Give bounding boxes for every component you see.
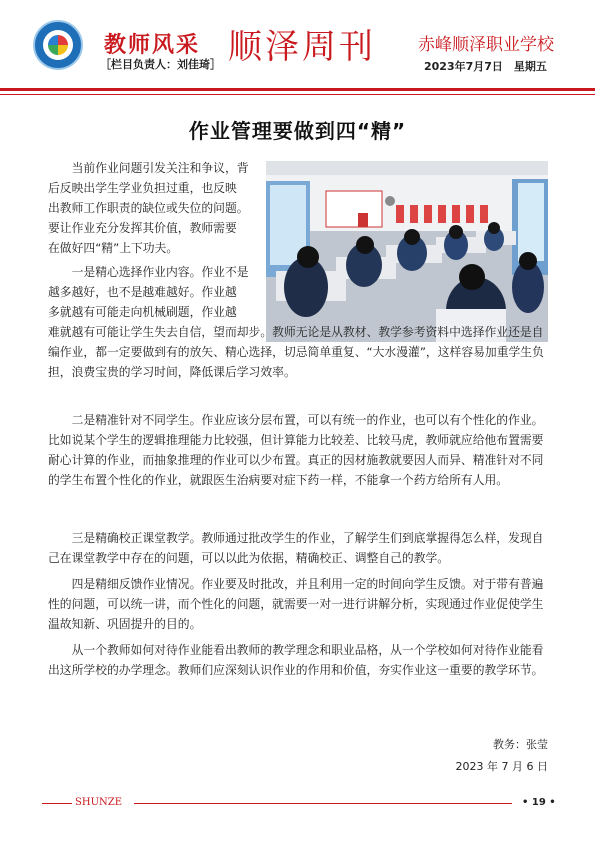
author-signature: 教务：张莹 — [493, 738, 548, 751]
school-logo — [33, 20, 83, 70]
paragraph-intro-line-4: 要让作业充分发挥其价值，教师需要 — [48, 221, 237, 235]
paragraph-point1-line-1: 一是精心选择作业内容。作业不是 — [48, 265, 249, 279]
column-name: 教师风采 — [104, 32, 201, 58]
newspaper-header — [0, 0, 595, 92]
paragraph-intro-line-1: 当前作业问题引发关注和争议，背 — [48, 161, 249, 175]
issue-date: 2023年7月7日 星期五 — [424, 60, 547, 73]
paragraph-intro-line-3: 出教师工作职责的缺位或失位的问题。 — [48, 201, 249, 215]
footer-brand: SHUNZE — [75, 797, 122, 808]
page-number: • 19 • — [522, 797, 556, 808]
paragraph-point1-rest: 难就越有可能让学生失去自信，望而却步。教师无论是从教材、教学参考资料中选择作业还是自编作业，都一定要做到有的放矢、精心选择，切忌简单重复、“大水漫灌”，这样容易加重学生负担，浪费宝贵的学习时间，降低课后学习效率。 — [48, 325, 544, 379]
paragraph-point3: 三是精确校正课堂教学。教师通过批改学生的作业，了解学生们到底掌握得怎么样，发现自己在课堂教学中存在的问题，可以以此为依据，精确校正、调整自己的教学。 — [48, 531, 544, 565]
article-title: 作业管理要做到四“精” — [188, 119, 407, 143]
header-rule-thin — [0, 94, 595, 95]
paragraph-point4: 四是精细反馈作业情况。作业要及时批改，并且利用一定的时间向学生反馈。对于带有普遍性的问题，可以统一讲，而个性化的问题，就需要一对一进行讲解分析，实现通过作业促使学生温故知新、巩固提升的目的。 — [48, 577, 544, 631]
paragraph-intro-line-5: 在做好四“精”上下功夫。 — [48, 241, 179, 255]
paragraph-point1-line-3: 多就越有可能走向机械刷题，作业越 — [48, 305, 237, 319]
header-rule-thick — [0, 88, 595, 91]
column-editor: ［栏目负责人：刘佳琦］ — [100, 58, 221, 71]
footer-rule-right — [134, 803, 512, 804]
paragraph-point2: 二是精准针对不同学生。作业应该分层布置，可以有统一的作业，也可以有个性化的作业。比如说某个学生的逻辑推理能力比较强，但计算能力比较差、比较马虎，教师就应给他布置需要耐心计算的作业，而抽象推理的作业可以少布置。真正的因材施教就要因人而异、精准针对不同的学生布置个性化的作业，就跟医生治病要对症下药一样，不能拿一个药方给所有人用。 — [48, 413, 544, 487]
masthead-title: 顺泽周刊 — [228, 27, 376, 67]
classroom-photo — [266, 161, 548, 342]
school-name: 赤峰顺泽职业学校 — [418, 35, 554, 55]
article-date: 2023 年 7 月 6 日 — [455, 760, 548, 773]
footer-rule-left — [42, 803, 72, 804]
paragraph-conclusion: 从一个教师如何对待作业能看出教师的教学理念和职业品格，从一个学校如何对待作业能看出这所学校的办学理念。教师们应深刻认识作业的作用和价值，夯实作业这一重要的教学环节。 — [48, 643, 544, 677]
paragraph-intro-line-2: 后反映出学生学业负担过重，也反映 — [48, 181, 237, 195]
paragraph-point1-line-2: 越多越好，也不是越难越好。作业越 — [48, 285, 237, 299]
logo-emblem-icon — [48, 35, 68, 55]
